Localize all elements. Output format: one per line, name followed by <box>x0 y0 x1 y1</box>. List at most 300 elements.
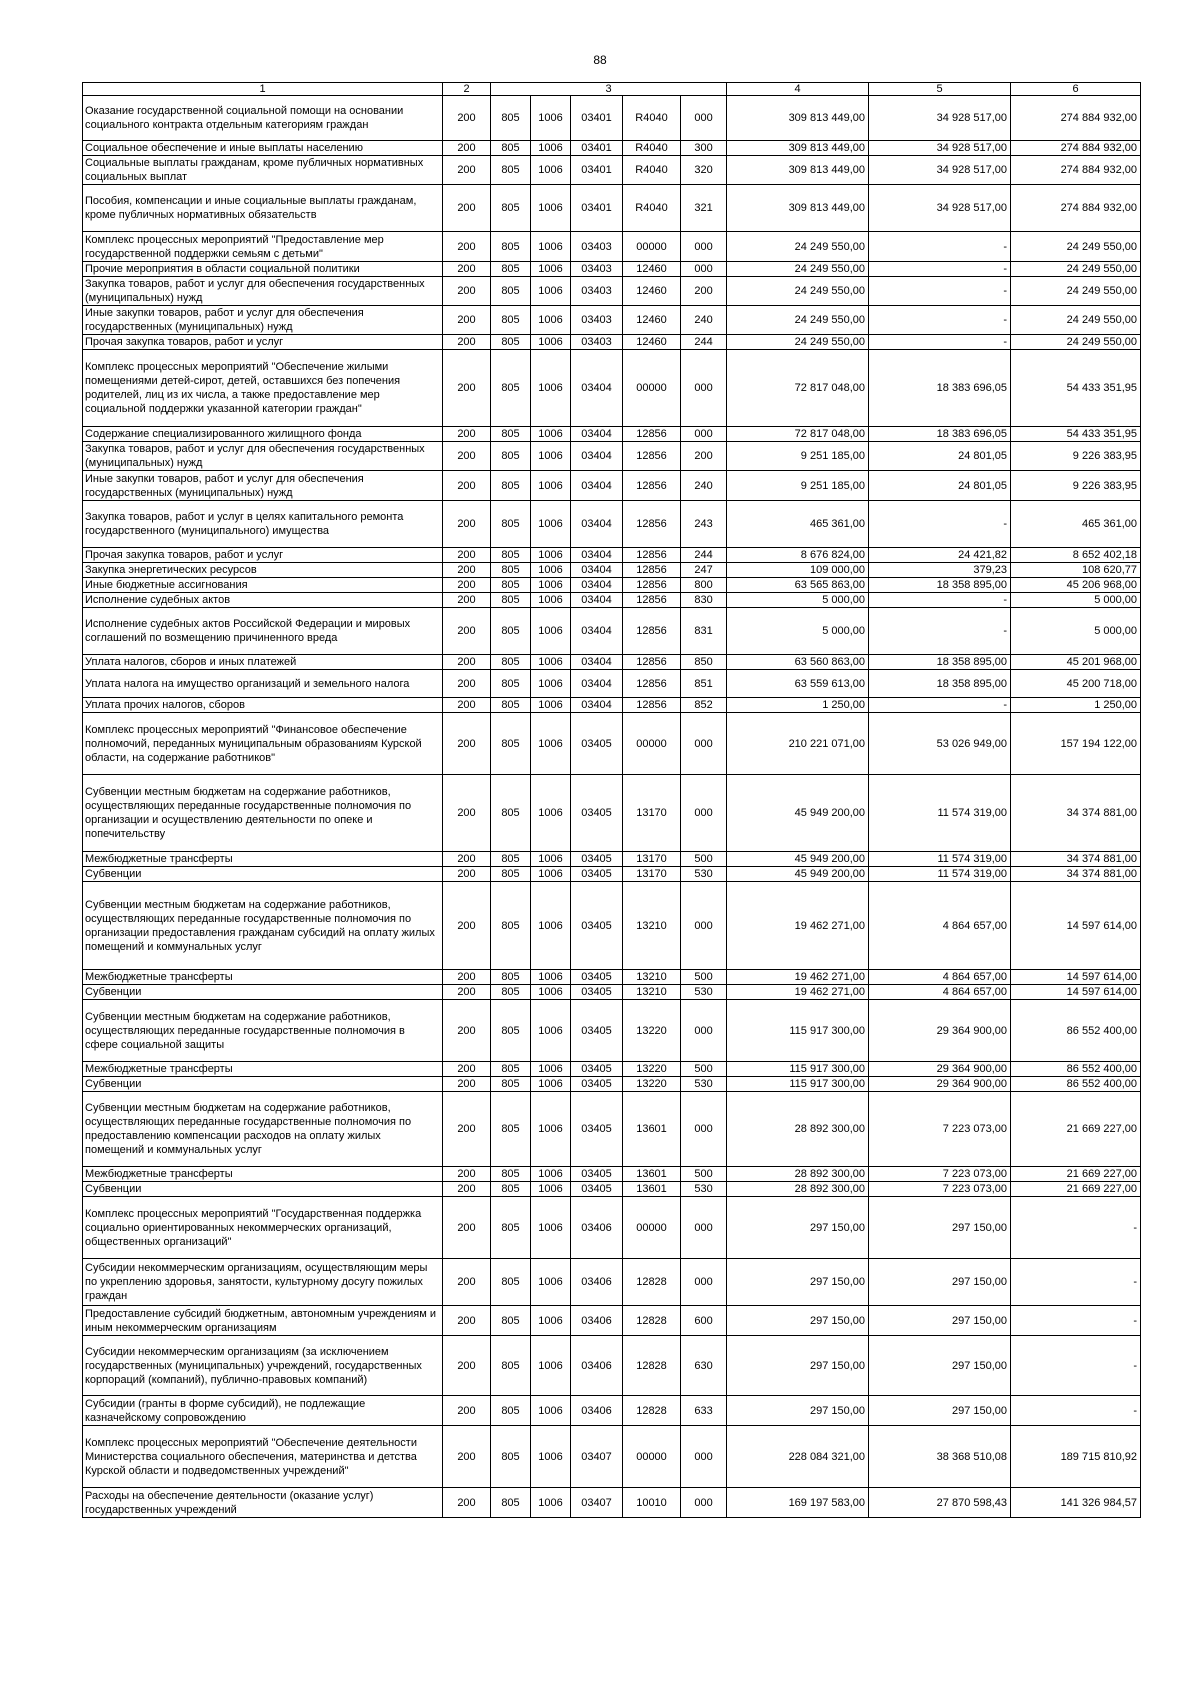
row-value-6: - <box>1011 1396 1141 1426</box>
row-value-6: 86 552 400,00 <box>1011 1062 1141 1077</box>
row-direction: 00000 <box>623 713 681 775</box>
table-row <box>83 232 1141 262</box>
table-row <box>83 141 1141 156</box>
row-program: 03405 <box>571 985 623 1000</box>
row-program: 03406 <box>571 1396 623 1426</box>
row-ministry: 805 <box>491 713 531 775</box>
row-ministry: 805 <box>491 852 531 867</box>
table-row <box>83 1426 1141 1488</box>
row-code: 200 <box>443 1259 491 1306</box>
row-section: 1006 <box>531 501 571 548</box>
row-value-5: 297 150,00 <box>869 1336 1011 1396</box>
row-ministry: 805 <box>491 1426 531 1488</box>
row-code: 200 <box>443 306 491 335</box>
table-row <box>83 775 1141 852</box>
row-value-4: 309 813 449,00 <box>727 96 869 141</box>
row-program: 03404 <box>571 655 623 670</box>
table-row <box>83 1000 1141 1062</box>
row-program: 03404 <box>571 608 623 655</box>
row-value-4: 297 150,00 <box>727 1259 869 1306</box>
row-expense-type: 000 <box>681 1000 727 1062</box>
table-row <box>83 548 1141 563</box>
row-code: 200 <box>443 262 491 277</box>
row-section: 1006 <box>531 1182 571 1197</box>
row-direction: R4040 <box>623 185 681 232</box>
row-code: 200 <box>443 185 491 232</box>
row-expense-type: 000 <box>681 1426 727 1488</box>
row-program: 03405 <box>571 970 623 985</box>
row-ministry: 805 <box>491 578 531 593</box>
row-value-4: 297 150,00 <box>727 1306 869 1336</box>
row-ministry: 805 <box>491 698 531 713</box>
row-value-5: - <box>869 232 1011 262</box>
row-value-5: 34 928 517,00 <box>869 141 1011 156</box>
row-value-6: 5 000,00 <box>1011 593 1141 608</box>
row-code: 200 <box>443 1077 491 1092</box>
table-row <box>83 1182 1141 1197</box>
row-value-6: 14 597 614,00 <box>1011 970 1141 985</box>
row-section: 1006 <box>531 1336 571 1396</box>
row-value-6: - <box>1011 1336 1141 1396</box>
table-row <box>83 1336 1141 1396</box>
header-row <box>83 83 1141 96</box>
row-value-6: 21 669 227,00 <box>1011 1092 1141 1167</box>
row-ministry: 805 <box>491 1062 531 1077</box>
row-name: Иные закупки товаров, работ и услуг для обеспечения государственных (муниципальных) нужд <box>83 306 443 335</box>
row-value-5: 7 223 073,00 <box>869 1182 1011 1197</box>
row-direction: 13220 <box>623 1062 681 1077</box>
row-value-4: 1 250,00 <box>727 698 869 713</box>
row-expense-type: 247 <box>681 563 727 578</box>
row-expense-type: 000 <box>681 350 727 427</box>
row-ministry: 805 <box>491 1167 531 1182</box>
row-value-4: 8 676 824,00 <box>727 548 869 563</box>
row-value-4: 24 249 550,00 <box>727 262 869 277</box>
row-section: 1006 <box>531 985 571 1000</box>
row-direction: 12460 <box>623 277 681 306</box>
row-expense-type: 244 <box>681 548 727 563</box>
row-value-4: 63 565 863,00 <box>727 578 869 593</box>
row-expense-type: 633 <box>681 1396 727 1426</box>
row-ministry: 805 <box>491 655 531 670</box>
row-value-4: 5 000,00 <box>727 593 869 608</box>
row-direction: 12460 <box>623 306 681 335</box>
row-value-6: 465 361,00 <box>1011 501 1141 548</box>
row-direction: 12856 <box>623 563 681 578</box>
row-value-6: 5 000,00 <box>1011 608 1141 655</box>
row-value-6: 14 597 614,00 <box>1011 985 1141 1000</box>
row-value-4: 115 917 300,00 <box>727 1000 869 1062</box>
row-value-5: 24 801,05 <box>869 442 1011 471</box>
row-expense-type: 500 <box>681 852 727 867</box>
row-value-5: 4 864 657,00 <box>869 882 1011 970</box>
row-expense-type: 243 <box>681 501 727 548</box>
row-value-5: - <box>869 698 1011 713</box>
row-value-4: 28 892 300,00 <box>727 1167 869 1182</box>
row-section: 1006 <box>531 1197 571 1259</box>
row-expense-type: 630 <box>681 1336 727 1396</box>
row-program: 03404 <box>571 578 623 593</box>
header-col-3: 3 <box>491 83 727 96</box>
row-code: 200 <box>443 1426 491 1488</box>
row-value-4: 5 000,00 <box>727 608 869 655</box>
row-expense-type: 530 <box>681 1182 727 1197</box>
row-value-5: 34 928 517,00 <box>869 156 1011 185</box>
table-row <box>83 1306 1141 1336</box>
row-direction: 13170 <box>623 775 681 852</box>
row-value-6: 24 249 550,00 <box>1011 277 1141 306</box>
row-value-5: 34 928 517,00 <box>869 96 1011 141</box>
row-name: Иные бюджетные ассигнования <box>83 578 443 593</box>
table-row <box>83 882 1141 970</box>
row-program: 03401 <box>571 156 623 185</box>
row-value-6: 86 552 400,00 <box>1011 1077 1141 1092</box>
row-section: 1006 <box>531 578 571 593</box>
row-code: 200 <box>443 471 491 501</box>
row-section: 1006 <box>531 548 571 563</box>
row-expense-type: 530 <box>681 867 727 882</box>
row-direction: 12856 <box>623 670 681 698</box>
table-row <box>83 713 1141 775</box>
row-code: 200 <box>443 882 491 970</box>
row-expense-type: 800 <box>681 578 727 593</box>
table-row <box>83 970 1141 985</box>
row-value-6: 9 226 383,95 <box>1011 442 1141 471</box>
row-value-5: 11 574 319,00 <box>869 867 1011 882</box>
row-value-5: 7 223 073,00 <box>869 1167 1011 1182</box>
row-value-5: - <box>869 306 1011 335</box>
row-section: 1006 <box>531 232 571 262</box>
row-direction: 13210 <box>623 882 681 970</box>
row-value-5: 24 421,82 <box>869 548 1011 563</box>
row-direction: 00000 <box>623 232 681 262</box>
row-value-5: 27 870 598,43 <box>869 1488 1011 1518</box>
row-direction: R4040 <box>623 141 681 156</box>
row-ministry: 805 <box>491 141 531 156</box>
row-name: Исполнение судебных актов <box>83 593 443 608</box>
row-value-4: 45 949 200,00 <box>727 775 869 852</box>
row-section: 1006 <box>531 442 571 471</box>
row-section: 1006 <box>531 1000 571 1062</box>
row-section: 1006 <box>531 1426 571 1488</box>
row-program: 03405 <box>571 867 623 882</box>
row-value-4: 9 251 185,00 <box>727 471 869 501</box>
row-section: 1006 <box>531 350 571 427</box>
table-row <box>83 670 1141 698</box>
row-ministry: 805 <box>491 1259 531 1306</box>
row-section: 1006 <box>531 1077 571 1092</box>
table-row <box>83 350 1141 427</box>
row-code: 200 <box>443 563 491 578</box>
row-expense-type: 831 <box>681 608 727 655</box>
row-code: 200 <box>443 1488 491 1518</box>
row-name: Субсидии некоммерческим организациям, осуществляющим меры по укреплению здоровья, занятости, культурному досугу пожилых граждан <box>83 1259 443 1306</box>
table-row <box>83 698 1141 713</box>
row-program: 03404 <box>571 427 623 442</box>
row-value-5: 18 383 696,05 <box>869 350 1011 427</box>
row-ministry: 805 <box>491 1488 531 1518</box>
row-ministry: 805 <box>491 970 531 985</box>
row-direction: 12856 <box>623 608 681 655</box>
row-program: 03406 <box>571 1259 623 1306</box>
row-value-5: 18 383 696,05 <box>869 427 1011 442</box>
row-value-5: - <box>869 335 1011 350</box>
row-code: 200 <box>443 655 491 670</box>
row-name: Иные закупки товаров, работ и услуг для обеспечения государственных (муниципальных) нужд <box>83 471 443 501</box>
row-name: Предоставление субсидий бюджетным, автономным учреждениям и иным некоммерческим организациям <box>83 1306 443 1336</box>
table-row <box>83 563 1141 578</box>
row-direction: 12460 <box>623 262 681 277</box>
table-row <box>83 277 1141 306</box>
row-expense-type: 321 <box>681 185 727 232</box>
row-name: Социальное обеспечение и иные выплаты населению <box>83 141 443 156</box>
row-ministry: 805 <box>491 185 531 232</box>
row-value-5: 379,23 <box>869 563 1011 578</box>
row-value-4: 115 917 300,00 <box>727 1077 869 1092</box>
row-program: 03403 <box>571 262 623 277</box>
row-value-6: 189 715 810,92 <box>1011 1426 1141 1488</box>
row-section: 1006 <box>531 141 571 156</box>
row-expense-type: 000 <box>681 882 727 970</box>
row-expense-type: 852 <box>681 698 727 713</box>
row-section: 1006 <box>531 1259 571 1306</box>
row-section: 1006 <box>531 1306 571 1336</box>
row-name: Закупка товаров, работ и услуг для обеспечения государственных (муниципальных) нужд <box>83 277 443 306</box>
row-name: Закупка товаров, работ и услуг для обеспечения государственных (муниципальных) нужд <box>83 442 443 471</box>
row-name: Оказание государственной социальной помощи на основании социального контракта отдельным категориям граждан <box>83 96 443 141</box>
table-row <box>83 96 1141 141</box>
row-direction: 12856 <box>623 548 681 563</box>
row-direction: 12828 <box>623 1396 681 1426</box>
row-expense-type: 000 <box>681 262 727 277</box>
table-row <box>83 1062 1141 1077</box>
row-name: Комплекс процессных мероприятий "Государственная поддержка социально ориентированных некоммерческих организаций, общественных организаций" <box>83 1197 443 1259</box>
row-direction: 12856 <box>623 698 681 713</box>
row-value-5: 34 928 517,00 <box>869 185 1011 232</box>
row-value-6: 8 652 402,18 <box>1011 548 1141 563</box>
row-name: Межбюджетные трансферты <box>83 1062 443 1077</box>
row-section: 1006 <box>531 698 571 713</box>
row-value-4: 63 560 863,00 <box>727 655 869 670</box>
row-section: 1006 <box>531 1167 571 1182</box>
row-code: 200 <box>443 1000 491 1062</box>
table-row <box>83 985 1141 1000</box>
row-section: 1006 <box>531 670 571 698</box>
row-expense-type: 300 <box>681 141 727 156</box>
row-name: Субсидии (гранты в форме субсидий), не подлежащие казначейскому сопровождению <box>83 1396 443 1426</box>
row-value-4: 297 150,00 <box>727 1197 869 1259</box>
row-ministry: 805 <box>491 670 531 698</box>
row-code: 200 <box>443 548 491 563</box>
row-value-6: 274 884 932,00 <box>1011 141 1141 156</box>
header-col-6: 6 <box>1011 83 1141 96</box>
row-ministry: 805 <box>491 335 531 350</box>
row-section: 1006 <box>531 185 571 232</box>
row-value-4: 297 150,00 <box>727 1396 869 1426</box>
row-ministry: 805 <box>491 350 531 427</box>
row-value-6: 34 374 881,00 <box>1011 867 1141 882</box>
row-value-6: 157 194 122,00 <box>1011 713 1141 775</box>
table-row <box>83 1092 1141 1167</box>
row-expense-type: 000 <box>681 1259 727 1306</box>
row-value-6: 24 249 550,00 <box>1011 232 1141 262</box>
table-row <box>83 852 1141 867</box>
row-expense-type: 851 <box>681 670 727 698</box>
row-ministry: 805 <box>491 1000 531 1062</box>
row-section: 1006 <box>531 713 571 775</box>
row-program: 03404 <box>571 548 623 563</box>
row-direction: 12828 <box>623 1306 681 1336</box>
table-row <box>83 578 1141 593</box>
row-name: Закупка товаров, работ и услуг в целях капитального ремонта государственного (муниципального) имущества <box>83 501 443 548</box>
row-value-5: 38 368 510,08 <box>869 1426 1011 1488</box>
row-value-5: 297 150,00 <box>869 1259 1011 1306</box>
row-value-5: - <box>869 593 1011 608</box>
row-value-6: 45 201 968,00 <box>1011 655 1141 670</box>
row-value-4: 309 813 449,00 <box>727 185 869 232</box>
row-value-4: 19 462 271,00 <box>727 985 869 1000</box>
row-value-4: 169 197 583,00 <box>727 1488 869 1518</box>
row-expense-type: 500 <box>681 1062 727 1077</box>
row-name: Межбюджетные трансферты <box>83 970 443 985</box>
row-code: 200 <box>443 232 491 262</box>
row-ministry: 805 <box>491 1197 531 1259</box>
row-ministry: 805 <box>491 232 531 262</box>
row-ministry: 805 <box>491 1336 531 1396</box>
row-code: 200 <box>443 501 491 548</box>
row-expense-type: 240 <box>681 471 727 501</box>
row-name: Субсидии некоммерческим организациям (за исключением государственных (муниципальных) учреждений, государственных корпораций (компаний), публично-правовых компаний) <box>83 1336 443 1396</box>
row-program: 03406 <box>571 1306 623 1336</box>
row-name: Уплата налогов, сборов и иных платежей <box>83 655 443 670</box>
row-name: Субвенции <box>83 985 443 1000</box>
row-code: 200 <box>443 867 491 882</box>
row-expense-type: 000 <box>681 1092 727 1167</box>
row-value-4: 19 462 271,00 <box>727 970 869 985</box>
row-value-4: 24 249 550,00 <box>727 277 869 306</box>
row-ministry: 805 <box>491 882 531 970</box>
row-name: Субвенции местным бюджетам на содержание работников, осуществляющих переданные государственные полномочия по предоставлению компенсации расходов на оплату жилых помещений и коммунальных услуг <box>83 1092 443 1167</box>
row-section: 1006 <box>531 1062 571 1077</box>
row-direction: 13220 <box>623 1000 681 1062</box>
row-value-5: 29 364 900,00 <box>869 1077 1011 1092</box>
row-name: Комплекс процессных мероприятий "Предоставление мер государственной поддержки семьям с детьми" <box>83 232 443 262</box>
row-ministry: 805 <box>491 277 531 306</box>
row-value-4: 465 361,00 <box>727 501 869 548</box>
header-col-1: 1 <box>83 83 443 96</box>
row-name: Субвенции местным бюджетам на содержание работников, осуществляющих переданные государственные полномочия по организации предоставления гражданам субсидий на оплату жилых помещений и коммунальных услуг <box>83 882 443 970</box>
row-code: 200 <box>443 335 491 350</box>
row-name: Субвенции местным бюджетам на содержание работников, осуществляющих переданные государственные полномочия по организации и осуществлению деятельности по опеке и попечительству <box>83 775 443 852</box>
row-name: Межбюджетные трансферты <box>83 1167 443 1182</box>
row-expense-type: 000 <box>681 96 727 141</box>
row-code: 200 <box>443 156 491 185</box>
row-ministry: 805 <box>491 1182 531 1197</box>
row-name: Межбюджетные трансферты <box>83 852 443 867</box>
row-section: 1006 <box>531 882 571 970</box>
row-program: 03407 <box>571 1426 623 1488</box>
row-value-4: 45 949 200,00 <box>727 867 869 882</box>
row-name: Комплекс процессных мероприятий "Обеспечение жилыми помещениями детей-сирот, детей, оставшихся без попечения родителей, лиц из их числа, а также предоставление мер социальной поддержки указанной категории граждан" <box>83 350 443 427</box>
row-name: Пособия, компенсации и иные социальные выплаты гражданам, кроме публичных нормативных обязательств <box>83 185 443 232</box>
row-direction: 12828 <box>623 1336 681 1396</box>
row-direction: 13220 <box>623 1077 681 1092</box>
row-code: 200 <box>443 775 491 852</box>
row-name: Субвенции <box>83 1182 443 1197</box>
row-value-6: 54 433 351,95 <box>1011 427 1141 442</box>
row-name: Субвенции <box>83 1077 443 1092</box>
row-code: 200 <box>443 350 491 427</box>
row-direction: R4040 <box>623 96 681 141</box>
row-expense-type: 320 <box>681 156 727 185</box>
row-value-6: 24 249 550,00 <box>1011 306 1141 335</box>
row-program: 03405 <box>571 852 623 867</box>
row-section: 1006 <box>531 96 571 141</box>
row-section: 1006 <box>531 262 571 277</box>
row-code: 200 <box>443 1182 491 1197</box>
row-program: 03404 <box>571 442 623 471</box>
table-row <box>83 867 1141 882</box>
row-ministry: 805 <box>491 985 531 1000</box>
row-value-4: 28 892 300,00 <box>727 1092 869 1167</box>
row-value-6: 54 433 351,95 <box>1011 350 1141 427</box>
row-section: 1006 <box>531 335 571 350</box>
row-direction: 00000 <box>623 1426 681 1488</box>
table-row <box>83 471 1141 501</box>
row-section: 1006 <box>531 1396 571 1426</box>
row-value-5: 7 223 073,00 <box>869 1092 1011 1167</box>
row-direction: 13601 <box>623 1092 681 1167</box>
header-col-2: 2 <box>443 83 491 96</box>
row-ministry: 805 <box>491 867 531 882</box>
table-row <box>83 262 1141 277</box>
row-expense-type: 530 <box>681 1077 727 1092</box>
row-expense-type: 500 <box>681 970 727 985</box>
row-name: Социальные выплаты гражданам, кроме публичных нормативных социальных выплат <box>83 156 443 185</box>
table-row <box>83 1197 1141 1259</box>
row-value-6: - <box>1011 1306 1141 1336</box>
row-direction: 12856 <box>623 501 681 548</box>
row-program: 03405 <box>571 1182 623 1197</box>
row-direction: 13170 <box>623 867 681 882</box>
row-value-5: - <box>869 501 1011 548</box>
row-value-6: 108 620,77 <box>1011 563 1141 578</box>
row-direction: 13601 <box>623 1182 681 1197</box>
row-code: 200 <box>443 1167 491 1182</box>
row-program: 03405 <box>571 1167 623 1182</box>
row-section: 1006 <box>531 608 571 655</box>
table-row <box>83 427 1141 442</box>
row-code: 200 <box>443 985 491 1000</box>
row-program: 03405 <box>571 882 623 970</box>
row-program: 03404 <box>571 471 623 501</box>
table-row <box>83 1488 1141 1518</box>
row-direction: 12460 <box>623 335 681 350</box>
row-ministry: 805 <box>491 156 531 185</box>
row-program: 03405 <box>571 1000 623 1062</box>
row-value-5: - <box>869 608 1011 655</box>
row-expense-type: 244 <box>681 335 727 350</box>
row-program: 03401 <box>571 185 623 232</box>
row-value-4: 24 249 550,00 <box>727 335 869 350</box>
row-value-6: 45 206 968,00 <box>1011 578 1141 593</box>
row-value-6: - <box>1011 1259 1141 1306</box>
row-name: Уплата прочих налогов, сборов <box>83 698 443 713</box>
row-value-5: - <box>869 277 1011 306</box>
row-value-6: 34 374 881,00 <box>1011 852 1141 867</box>
row-ministry: 805 <box>491 548 531 563</box>
row-code: 200 <box>443 578 491 593</box>
